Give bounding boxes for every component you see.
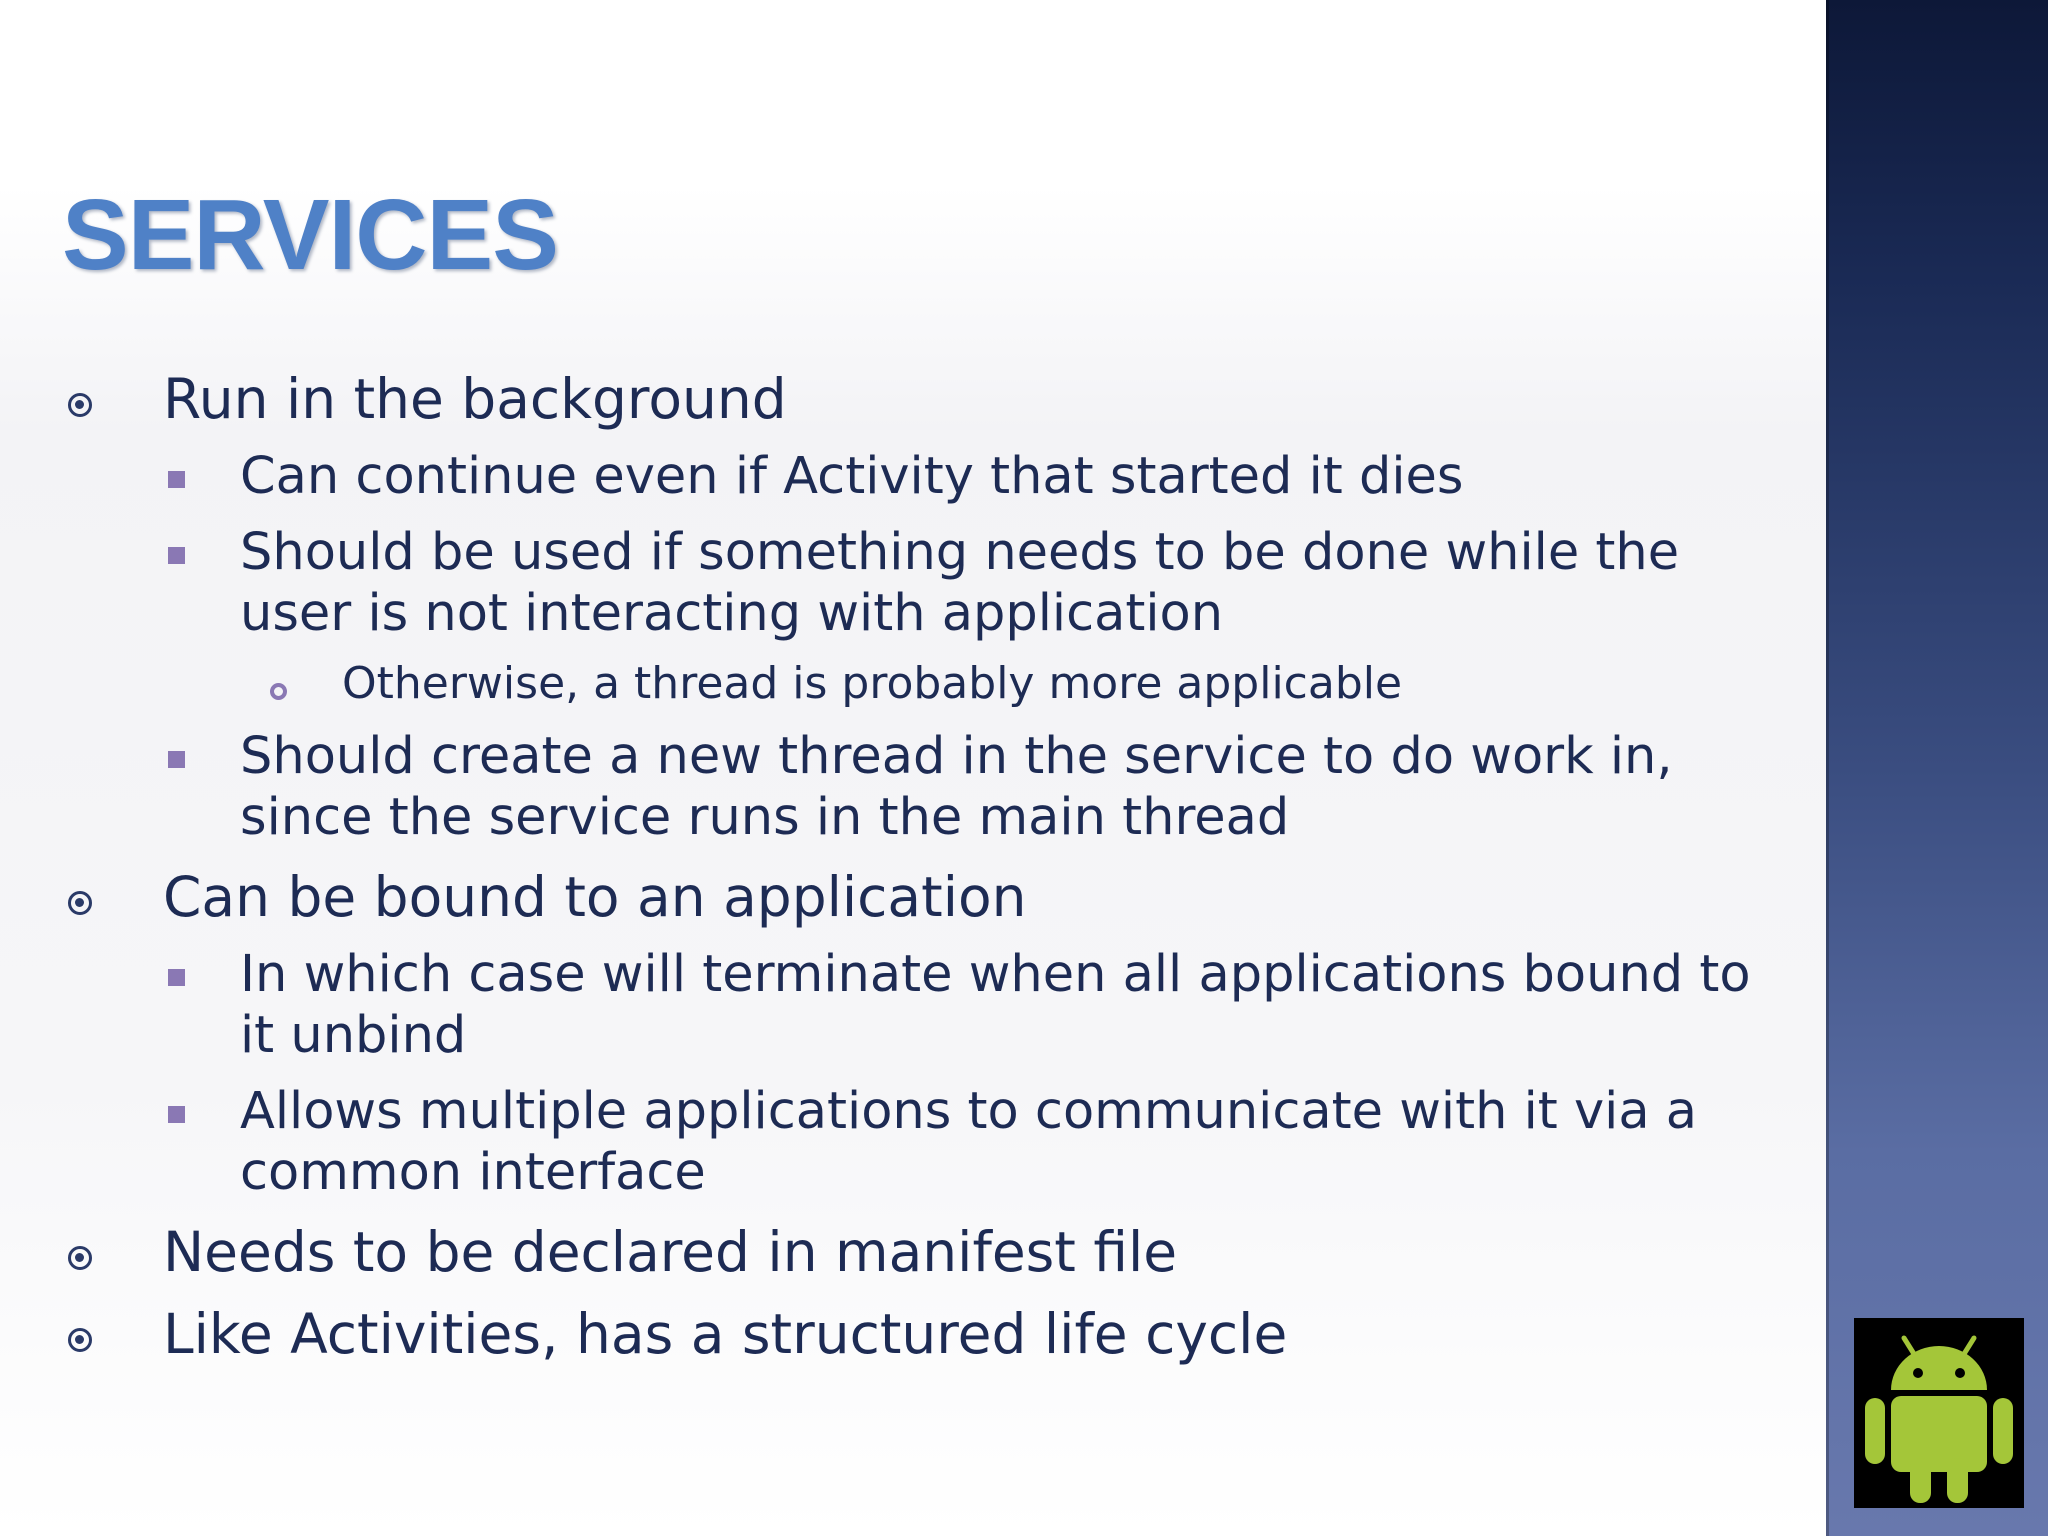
bullet-circle-icon bbox=[68, 1246, 92, 1270]
bullet-square-icon bbox=[168, 751, 185, 768]
bullet-line: Should create a new thread in the service to do work in, bbox=[240, 727, 1673, 786]
bullet-line: user is not interacting with application bbox=[240, 584, 1224, 643]
sidebar-gradient-panel bbox=[1826, 0, 2048, 1536]
bullet-item bbox=[163, 866, 1026, 928]
bullet-circle-icon bbox=[68, 393, 92, 417]
bullet-line: Like Activities, has a structured life cycle bbox=[163, 1302, 1288, 1366]
bullet-circle-icon bbox=[68, 1328, 92, 1352]
bullet-item bbox=[240, 446, 1464, 507]
bullet-item bbox=[240, 726, 1673, 848]
bullet-circle-icon bbox=[68, 891, 92, 915]
android-robot-icon bbox=[1854, 1318, 2024, 1508]
bullet-item bbox=[163, 1303, 1287, 1365]
bullet-line: common interface bbox=[240, 1143, 706, 1202]
bullet-square-icon bbox=[168, 547, 185, 564]
bullet-line: Can continue even if Activity that started it dies bbox=[240, 447, 1464, 506]
android-logo bbox=[1854, 1318, 2024, 1508]
bullet-item bbox=[342, 657, 1402, 711]
bullet-line: Run in the background bbox=[163, 367, 787, 431]
bullet-ring-icon bbox=[270, 683, 287, 700]
bullet-line: Otherwise, a thread is probably more applicable bbox=[342, 658, 1403, 709]
bullet-item bbox=[163, 1221, 1177, 1283]
bullet-item bbox=[240, 944, 1751, 1066]
bullet-item bbox=[163, 368, 787, 430]
bullet-line: Needs to be declared in manifest file bbox=[163, 1220, 1178, 1284]
bullet-item bbox=[240, 1081, 1697, 1203]
bullet-square-icon bbox=[168, 1106, 185, 1123]
bullet-line: In which case will terminate when all applications bound to bbox=[240, 945, 1751, 1004]
bullet-line: Can be bound to an application bbox=[163, 865, 1027, 929]
sidebar-edge-shadow bbox=[1826, 0, 1829, 1536]
bullet-item bbox=[240, 522, 1679, 644]
bullet-line: since the service runs in the main thread bbox=[240, 788, 1290, 847]
bullet-square-icon bbox=[168, 471, 185, 488]
slide-title: SERVICES bbox=[62, 179, 558, 291]
bullet-line: Allows multiple applications to communicate with it via a bbox=[240, 1082, 1698, 1141]
bullet-line: it unbind bbox=[240, 1006, 467, 1065]
bullet-square-icon bbox=[168, 969, 185, 986]
bullet-line: Should be used if something needs to be done while the bbox=[240, 523, 1680, 582]
